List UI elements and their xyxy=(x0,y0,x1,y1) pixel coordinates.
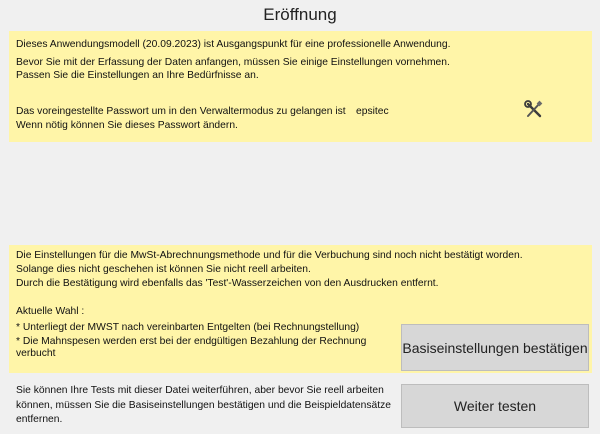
intro-line-3: Passen Sie die Einstellungen an Ihre Bedürfnisse an. xyxy=(16,70,259,81)
choice-2-cont: verbucht xyxy=(16,348,56,359)
vat-line-1: Die Einstellungen für die MwSt-Abrechnungsmethode und für die Verbuchung sind noch nicht bestätigt worden. xyxy=(16,250,523,261)
footer-line-3: entfernen. xyxy=(16,414,63,425)
current-choice-label: Aktuelle Wahl : xyxy=(16,306,85,317)
window-title: Eröffnung xyxy=(263,5,337,24)
password-change-text: Wenn nötig können Sie dieses Passwort ändern. xyxy=(16,120,238,131)
footer-line-2: können, müssen Sie die Basiseinstellungen bestätigen und die Beispieldatensätze xyxy=(16,400,391,411)
password-text: Das voreingestellte Passwort um in den Verwaltermodus zu gelangen ist xyxy=(16,106,346,117)
choice-1: * Unterliegt der MWST nach vereinbarten Entgelten (bei Rechnungstellung) xyxy=(16,322,360,333)
intro-line-1: Dieses Anwendungsmodell (20.09.2023) ist Ausgangspunkt für eine professionelle Anwendung. xyxy=(16,39,451,50)
intro-line-2: Bevor Sie mit der Erfassung der Daten anfangen, müssen Sie einige Einstellungen vornehmen. xyxy=(16,57,450,68)
continue-testing-button[interactable]: Weiter testen xyxy=(401,384,589,428)
confirm-settings-button[interactable]: Basiseinstellungen bestätigen xyxy=(401,324,589,371)
wrench-screwdriver-icon[interactable] xyxy=(524,100,544,120)
password-value: epsitec xyxy=(356,106,389,117)
vat-line-2: Solange dies nicht geschehen ist können Sie nicht reell arbeiten. xyxy=(16,264,311,275)
footer-line-1: Sie können Ihre Tests mit dieser Datei weiterführen, aber bevor Sie reell arbeiten xyxy=(16,385,384,396)
vat-line-3: Durch die Bestätigung wird ebenfalls das 'Test'-Wasserzeichen von den Ausdrucken entfernt. xyxy=(16,278,439,289)
choice-2: * Die Mahnspesen werden erst bei der endgültigen Bezahlung der Rechnung xyxy=(16,336,367,347)
